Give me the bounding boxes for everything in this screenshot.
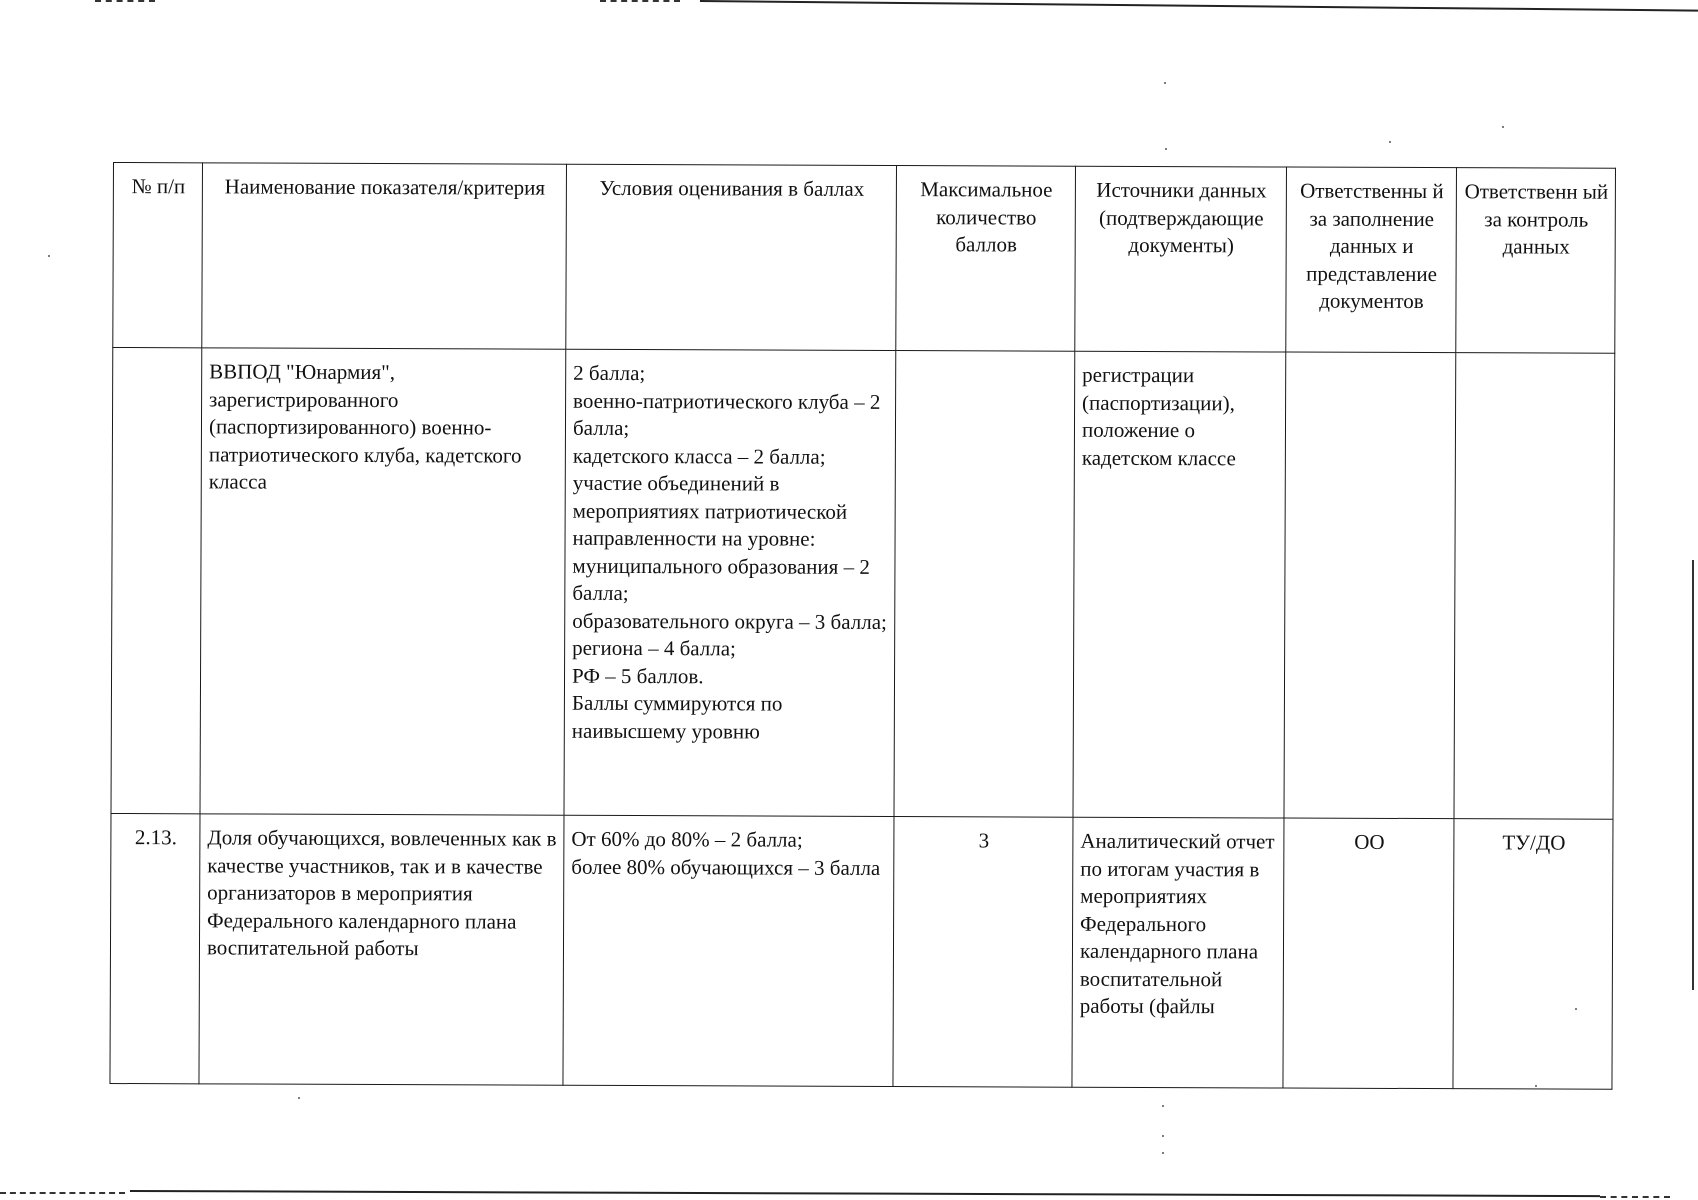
criteria-table bbox=[109, 162, 1616, 1090]
scan-edge-top-mid bbox=[600, 0, 680, 2]
header-max-points: Максимальное количество баллов bbox=[896, 166, 1076, 352]
scan-speck bbox=[298, 1097, 300, 1099]
row-data-sources: Аналитический отчет по итогам участия в мероприятиях Федерального календарного плана воспитательной работы (файлы bbox=[1072, 817, 1284, 1088]
row-evaluation-conditions: От 60% до 80% – 2 балла; более 80% обучающихся – 3 балла bbox=[563, 815, 894, 1086]
scan-speck bbox=[1502, 126, 1504, 128]
header-number: № п/п bbox=[113, 163, 203, 348]
scan-speck bbox=[48, 255, 50, 257]
row-responsible-control: ТУ/ДО bbox=[1453, 819, 1613, 1090]
row-responsible-control bbox=[1454, 353, 1615, 820]
scan-speck bbox=[1162, 1152, 1164, 1154]
scan-speck bbox=[1162, 1105, 1164, 1107]
table-row bbox=[111, 348, 1615, 820]
header-responsible-control: Ответственн ый за контроль данных bbox=[1456, 168, 1616, 354]
row-data-sources: регистрации (паспортизации), положение о кадетском классе bbox=[1073, 351, 1286, 818]
row-number: 2.13. bbox=[110, 813, 200, 1083]
scan-speck bbox=[1162, 1135, 1164, 1137]
scan-edge-right bbox=[1692, 560, 1694, 990]
row-indicator-name: Доля обучающихся, вовлеченных как в качестве участников, так и в качестве организаторов в мероприятия Федерального календарного плана воспитательной работы bbox=[199, 814, 564, 1085]
scan-speck bbox=[1389, 141, 1391, 143]
scan-edge-bottom-left bbox=[0, 1192, 125, 1194]
row-max-points: 3 bbox=[893, 817, 1073, 1088]
header-data-sources: Источники данных (подтверждающие документы) bbox=[1075, 166, 1287, 352]
row-max-points bbox=[894, 351, 1075, 818]
table-row bbox=[110, 813, 1613, 1089]
row-responsible-fill: ОО bbox=[1283, 818, 1454, 1089]
scan-speck bbox=[1164, 82, 1166, 84]
row-evaluation-conditions: 2 балла; военно-патриотического клуба – 2 балла; кадетского класса – 2 балла; участие объединений в мероприятиях патриотической направленности на уровне: муниципального образования – 2 балла; образовательного округа – 3 балла; региона – 4 балла; РФ – 5 баллов. Баллы суммируются по наивысшему уровню bbox=[564, 349, 896, 816]
scan-edge-bottom-right bbox=[1600, 1196, 1670, 1198]
scan-edge-bottom bbox=[130, 1190, 1600, 1197]
row-responsible-fill bbox=[1284, 352, 1456, 819]
header-indicator-name: Наименование показателя/критерия bbox=[202, 163, 567, 349]
scan-edge-top-left bbox=[95, 0, 155, 2]
header-evaluation-conditions: Условия оценивания в баллах bbox=[566, 164, 897, 350]
scan-speck bbox=[1165, 148, 1167, 150]
scan-edge-top bbox=[700, 0, 1698, 12]
header-responsible-fill: Ответственны й за заполнение данных и представление документов bbox=[1286, 167, 1457, 353]
table-header-row bbox=[113, 163, 1616, 354]
row-indicator-name: ВВПОД "Юнармия", зарегистрированного (паспортизированного) военно-патриотического клуба, кадетского класса bbox=[200, 348, 566, 815]
row-number bbox=[111, 348, 202, 814]
